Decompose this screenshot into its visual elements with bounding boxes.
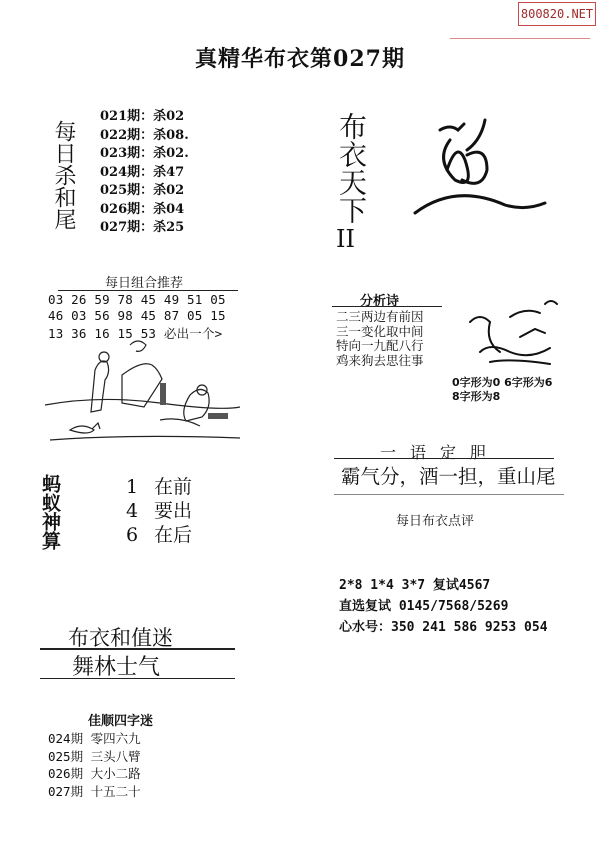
divider [40, 678, 235, 679]
page-title: 真精华布衣第027期 [195, 46, 405, 72]
ant-calc-num: 1 [126, 476, 139, 498]
header-accent-line [450, 38, 590, 39]
daily-combo-title: 每日组合推荐 [104, 276, 183, 291]
buyi-riddle-subtitle: 舞林士气 [72, 655, 161, 680]
list-item: 026期 大小二路 [48, 766, 141, 781]
ant-calc-num: 4 [126, 500, 139, 522]
ant-calc-num: 6 [126, 524, 139, 546]
ant-calc-text: 在后 [154, 524, 193, 546]
buyi-tianxia-number: II [336, 225, 355, 253]
analysis-poem-title: 分析诗 [360, 294, 400, 309]
daily-tail-list [100, 108, 189, 238]
buyi-tianxia-label: 布衣天下 [335, 112, 368, 224]
list-item: 023期：杀02. [100, 146, 189, 161]
list-item: 024期：杀47 [100, 164, 185, 180]
ant-calc-row [126, 520, 192, 547]
divider [332, 306, 442, 307]
poem-line: 鸡来狗去思往事 [336, 352, 424, 368]
analysis-poem-lines [336, 310, 424, 368]
poem-line: 三一变化取中间 [336, 323, 424, 339]
yiyu-text: 霸气分，酒一担，重山尾 [341, 465, 556, 488]
list-item: 022期：杀08. [100, 127, 189, 143]
pick-line: 2*8 1*4 3*7 复试4567 [339, 578, 491, 593]
site-badge: 800820.NET [518, 2, 596, 26]
ant-calc-row [126, 496, 192, 523]
divider [58, 290, 238, 291]
daily-comment-title: 每日布衣点评 [396, 514, 475, 529]
list-item: 027期 十五二十 [48, 783, 141, 799]
list-item: 025期 三头八臂 [48, 748, 141, 764]
list-item: 027期：杀25 [100, 220, 185, 235]
yiyu-title: 一语定胆 [380, 443, 501, 462]
poem-line: 特向一九配八行 [336, 338, 424, 353]
ant-calc-label: 蚂蚁神算 [39, 474, 61, 550]
shape-note: 0字形为0 6字形为6 [452, 376, 553, 389]
daily-tail-label: 每日杀和尾 [51, 120, 76, 230]
four-char-title: 佳顺四字迷 [88, 714, 154, 729]
list-item: 021期：杀02 [100, 109, 185, 124]
scholar-scene-illustration [40, 335, 245, 450]
combo-row: 46 03 56 98 45 87 05 15 [48, 308, 226, 323]
pick-line: 直选复试 0145/7568/5269 [339, 599, 509, 614]
list-item: 024期 零四六九 [48, 731, 141, 746]
ant-calc-row [126, 472, 192, 499]
list-item: 026期：杀04 [100, 201, 185, 217]
shape-note: 8字形为8 [452, 390, 501, 403]
combo-row: 03 26 59 78 45 49 51 05 [48, 292, 226, 307]
four-char-list [48, 730, 141, 800]
list-item: 025期：杀02 [100, 183, 185, 198]
plant-sketch-illustration [450, 292, 580, 372]
pick-line: 心水号：350 241 586 9253 054 [339, 620, 548, 635]
divider [334, 494, 564, 495]
divider [334, 458, 554, 459]
poem-line: 二三两边有前因 [336, 309, 424, 324]
buyi-riddle-title: 布衣和值迷 [68, 626, 173, 650]
calligraphy-figure-illustration [405, 115, 555, 225]
ant-calc-text: 要出 [154, 500, 193, 522]
combo-row: 13 36 16 15 53 必出一个> [48, 326, 223, 341]
ant-calc-text: 在前 [154, 476, 193, 498]
